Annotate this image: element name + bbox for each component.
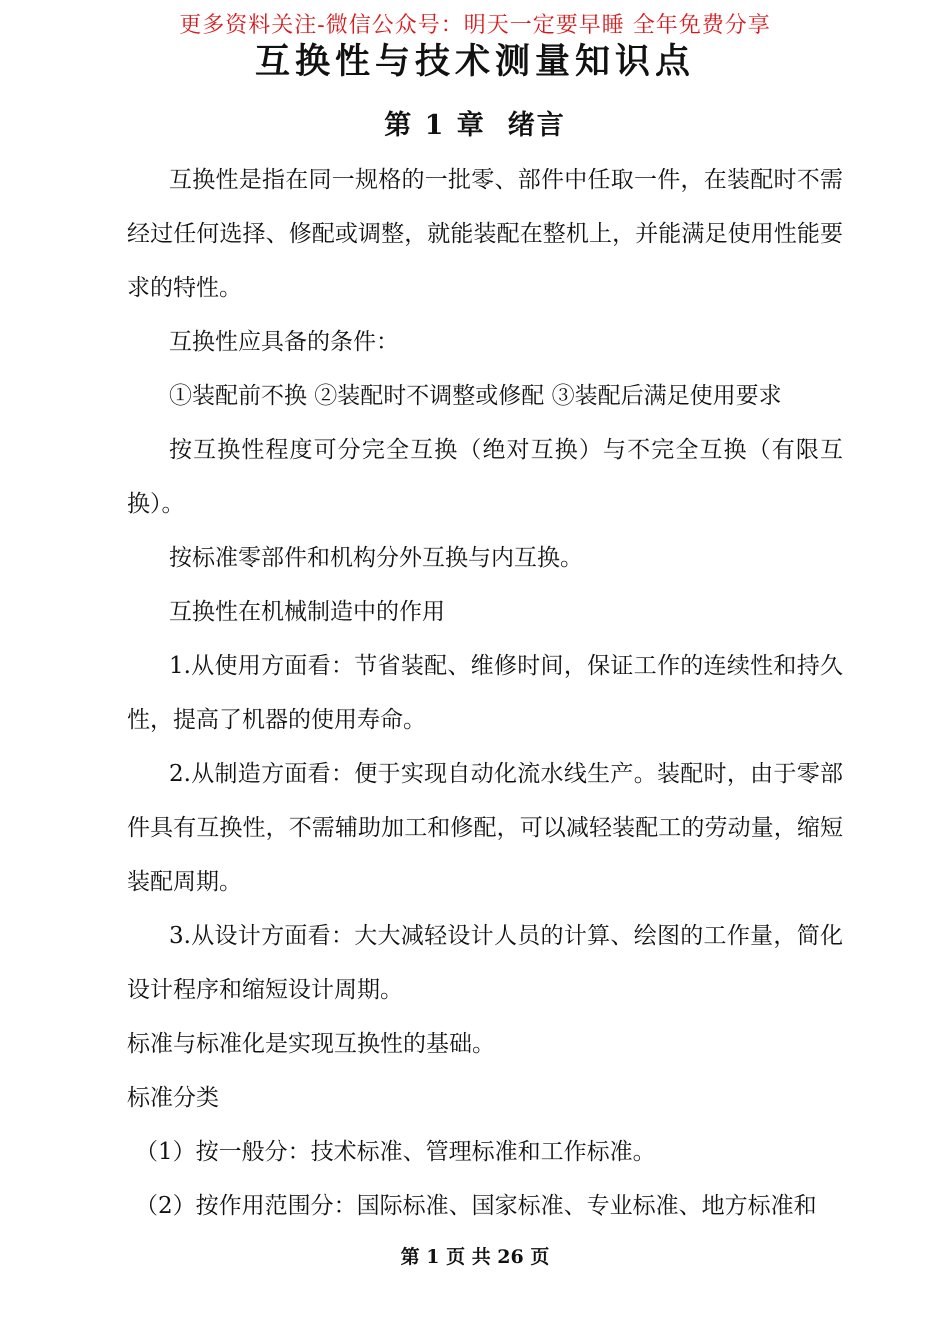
paragraph-conditions-list: ①装配前不换 ②装配时不调整或修配 ③装配后满足使用要求 <box>169 383 782 409</box>
paragraph-role-heading: 互换性在机械制造中的作用 <box>169 599 445 625</box>
paragraph-role-usage: 1.从使用方面看：节省装配、维修时间，保证工作的连续性和持久性，提高了机器的使用寿命。 <box>127 653 843 733</box>
chapter-heading <box>0 103 950 142</box>
paragraph-standard-general: （1）按一般分：技术标准、管理标准和工作标准。 <box>135 1139 656 1165</box>
paragraph-standard-classification-heading: 标准分类 <box>127 1085 219 1111</box>
paragraph-role-manufacturing: 2.从制造方面看：便于实现自动化流水线生产。装配时，由于零部件具有互换性，不需辅助加工和修配，可以减轻装配工的劳动量，缩短装配周期。 <box>127 761 843 895</box>
paragraph-conditions-heading: 互换性应具备的条件： <box>169 329 399 355</box>
paragraph-degree-classification: 按互换性程度可分完全互换（绝对互换）与不完全互换（有限互换）。 <box>127 437 843 517</box>
paragraph-standard-scope: （2）按作用范围分：国际标准、国家标准、专业标准、地方标准和 <box>135 1193 817 1219</box>
paragraph-standard-basis: 标准与标准化是实现互换性的基础。 <box>127 1031 495 1057</box>
chapter-number: 第 1 章 <box>384 110 486 141</box>
body-text <box>127 153 843 1233</box>
watermark-banner: 更多资料关注-微信公众号：明天一定要早睡 全年免费分享 <box>179 13 771 38</box>
document-title: 互换性与技术测量知识点 <box>254 41 695 82</box>
paragraph-scope-classification: 按标准零部件和机构分外互换与内互换。 <box>169 545 583 571</box>
page-number-footer: 第 1 页 共 26 页 <box>400 1246 550 1268</box>
paragraph-role-design: 3.从设计方面看：大大减轻设计人员的计算、绘图的工作量，简化设计程序和缩短设计周期。 <box>127 923 843 1003</box>
chapter-name: 绪言 <box>507 110 566 141</box>
paragraph-definition: 互换性是指在同一规格的一批零、部件中任取一件，在装配时不需经过任何选择、修配或调整，就能装配在整机上，并能满足使用性能要求的特性。 <box>127 167 843 301</box>
